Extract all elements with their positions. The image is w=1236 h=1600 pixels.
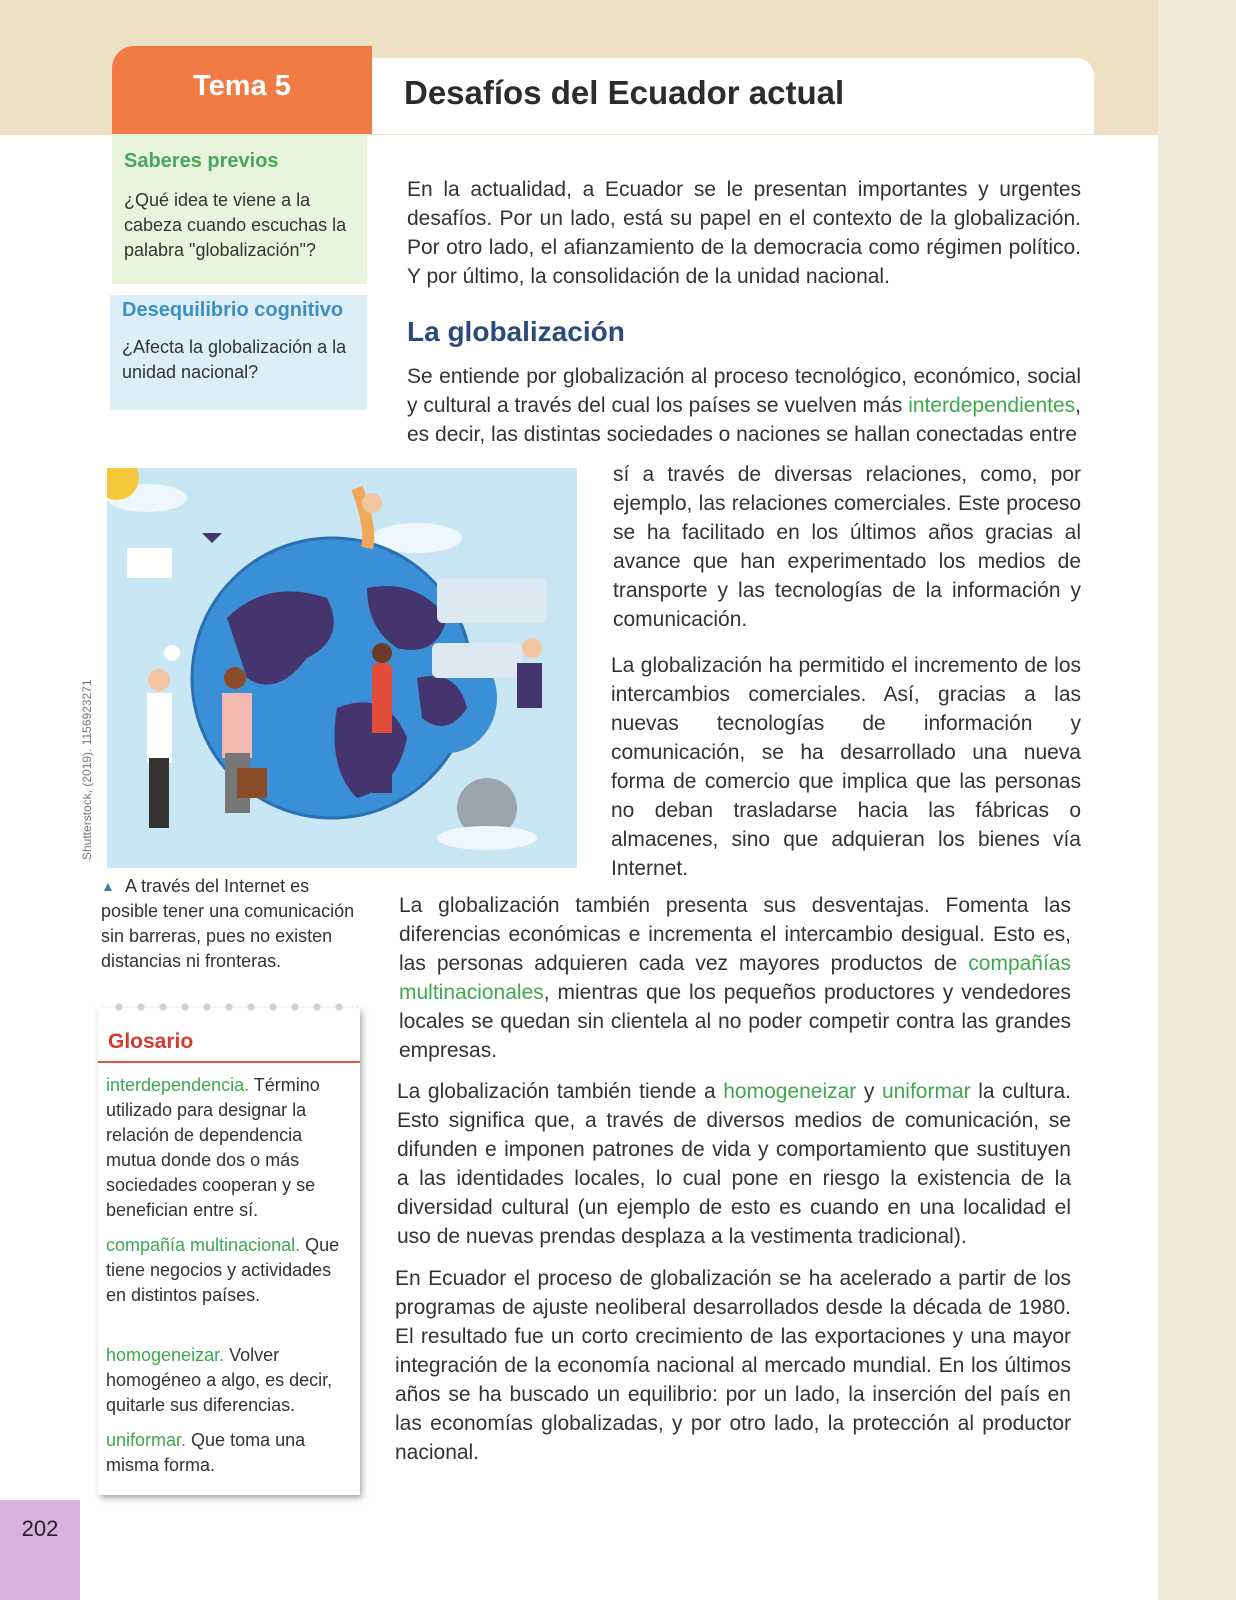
page-number: 202 [21,1516,59,1541]
page-title: Desafíos del Ecuador actual [404,74,845,111]
paragraph-ecuador: En Ecuador el proceso de globalización se ha acelerado a partir de los programas de ajuste neoliberal desarrollados desde la década de 1980. El resultado fue un corto crecimiento de las exportaciones y una mayor integración de la economía nacional al mercado mundial. En los últimos años se ha buscado un equilibrio: por un lado, la inserción del país en las economías globalizadas, y por otro lado, la protección al productor nacional. [395,1267,1071,1464]
glosario-entry: uniformar. Que toma una misma forma. [106,1430,306,1475]
paragraph-disadvantages: La globalización también presenta sus desventajas. Fomenta las diferencias económicas e incrementa el intercambio desigual. Esto es, las personas adquieren cada vez mayores productos de compañías multinacionales, mientras que los pequeños productores y vendedores locales se quedan sin clientela al no poder competir contra las grandes empresas. [399,894,1071,1062]
paragraph-commerce: La globalización ha permitido el incremento de los intercambios comerciales. Así, gracias a las nuevas tecnologías de información y comunicación, se ha desarrollado una nueva forma de comercio que implica que las personas no deban trasladarse hacia las fábricas o almacenes, sino que adquieran los bienes vía Internet. [611,654,1081,880]
intro-paragraph: En la actualidad, a Ecuador se le presentan importantes y urgentes desafíos. Por un lado, está su papel en el contexto de la globalización. Por otro lado, el afianzamiento de la democracia como régimen político. Y por último, la consolidación de la unidad nacional. [407,178,1081,288]
title-bar [372,58,1094,134]
figure-caption: A través del Internet es posible tener una comunicación sin barreras, pues no existen distancias ni fronteras. [101,876,355,971]
desequilibrio-cognitivo-title: Desequilibrio cognitivo [122,299,344,321]
glosario-entry: compañía multinacional. Que tiene negocios y actividades en distintos países. [106,1235,340,1305]
section-heading: La globalización [407,316,625,347]
notebook-rings [108,1002,358,1012]
saberes-previos-box [112,134,367,284]
desequilibrio-cognitivo-box [110,295,367,410]
glosario-divider [98,1061,360,1063]
right-margin-strip [1158,0,1236,1600]
globalization-illustration [107,468,577,868]
page-number-tab [0,1500,80,1600]
tema-tab [112,46,372,134]
saberes-previos-title: Saberes previos [124,150,279,172]
glosario-box [98,1008,360,1495]
tema-label: Tema 5 [193,70,291,102]
paragraph-definition-continued: sí a través de diversas relaciones, como, por ejemplo, las relaciones comerciales. Este proceso se ha facilitado en los últimos años gracias al avance que han experimentado los medios de transporte y las tecnologías de la información y comunicación. [613,463,1081,631]
highlight-interdependientes: interdependientes [908,394,1076,417]
saberes-previos-text: ¿Qué idea te viene a la cabeza cuando escuchas la palabra "globalización"? [124,190,347,260]
image-credit: Shutterstock, (2019). 1156923271 [80,679,94,860]
globe-people-image [107,468,577,868]
glosario-entry: homogeneizar. Volver homogéneo a algo, es decir, quitarle sus diferencias. [106,1345,333,1415]
glosario-title: Glosario [108,1030,194,1053]
paragraph-homogenize: La globalización también tiende a homogeneizar y uniformar la cultura. Esto significa que, a través de diversos medios de comunicación, se difunden e imponen patrones de vida y comportamiento que sustituyen a las identidades locales, lo cual pone en riesgo la existencia de la diversidad cultural (un ejemplo de esto es cuando en una localidad el uso de nuevas prendas desplaza a la vestimenta tradicional). [397,1080,1071,1248]
highlight-homogeneizar: homogeneizar [723,1080,857,1103]
glosario-entry: interdependencia. Término utilizado para designar la relación de dependencia mutua donde dos o más sociedades cooperan y se benefician entre sí. [106,1075,320,1220]
highlight-companias-multinacionales: compañías multinacionales [399,952,1071,1004]
triangle-bullet-icon: ▲ [101,878,115,894]
highlight-uniformar: uniformar [881,1080,971,1103]
paragraph-definition: Se entiende por globalización al proceso tecnológico, económico, social y cultural a través del cual los países se vuelven más interdependientes, es decir, las distintas sociedades o naciones se hallan conectadas entre [407,365,1081,446]
desequilibrio-cognitivo-text: ¿Afecta la globalización a la unidad nacional? [122,337,347,382]
